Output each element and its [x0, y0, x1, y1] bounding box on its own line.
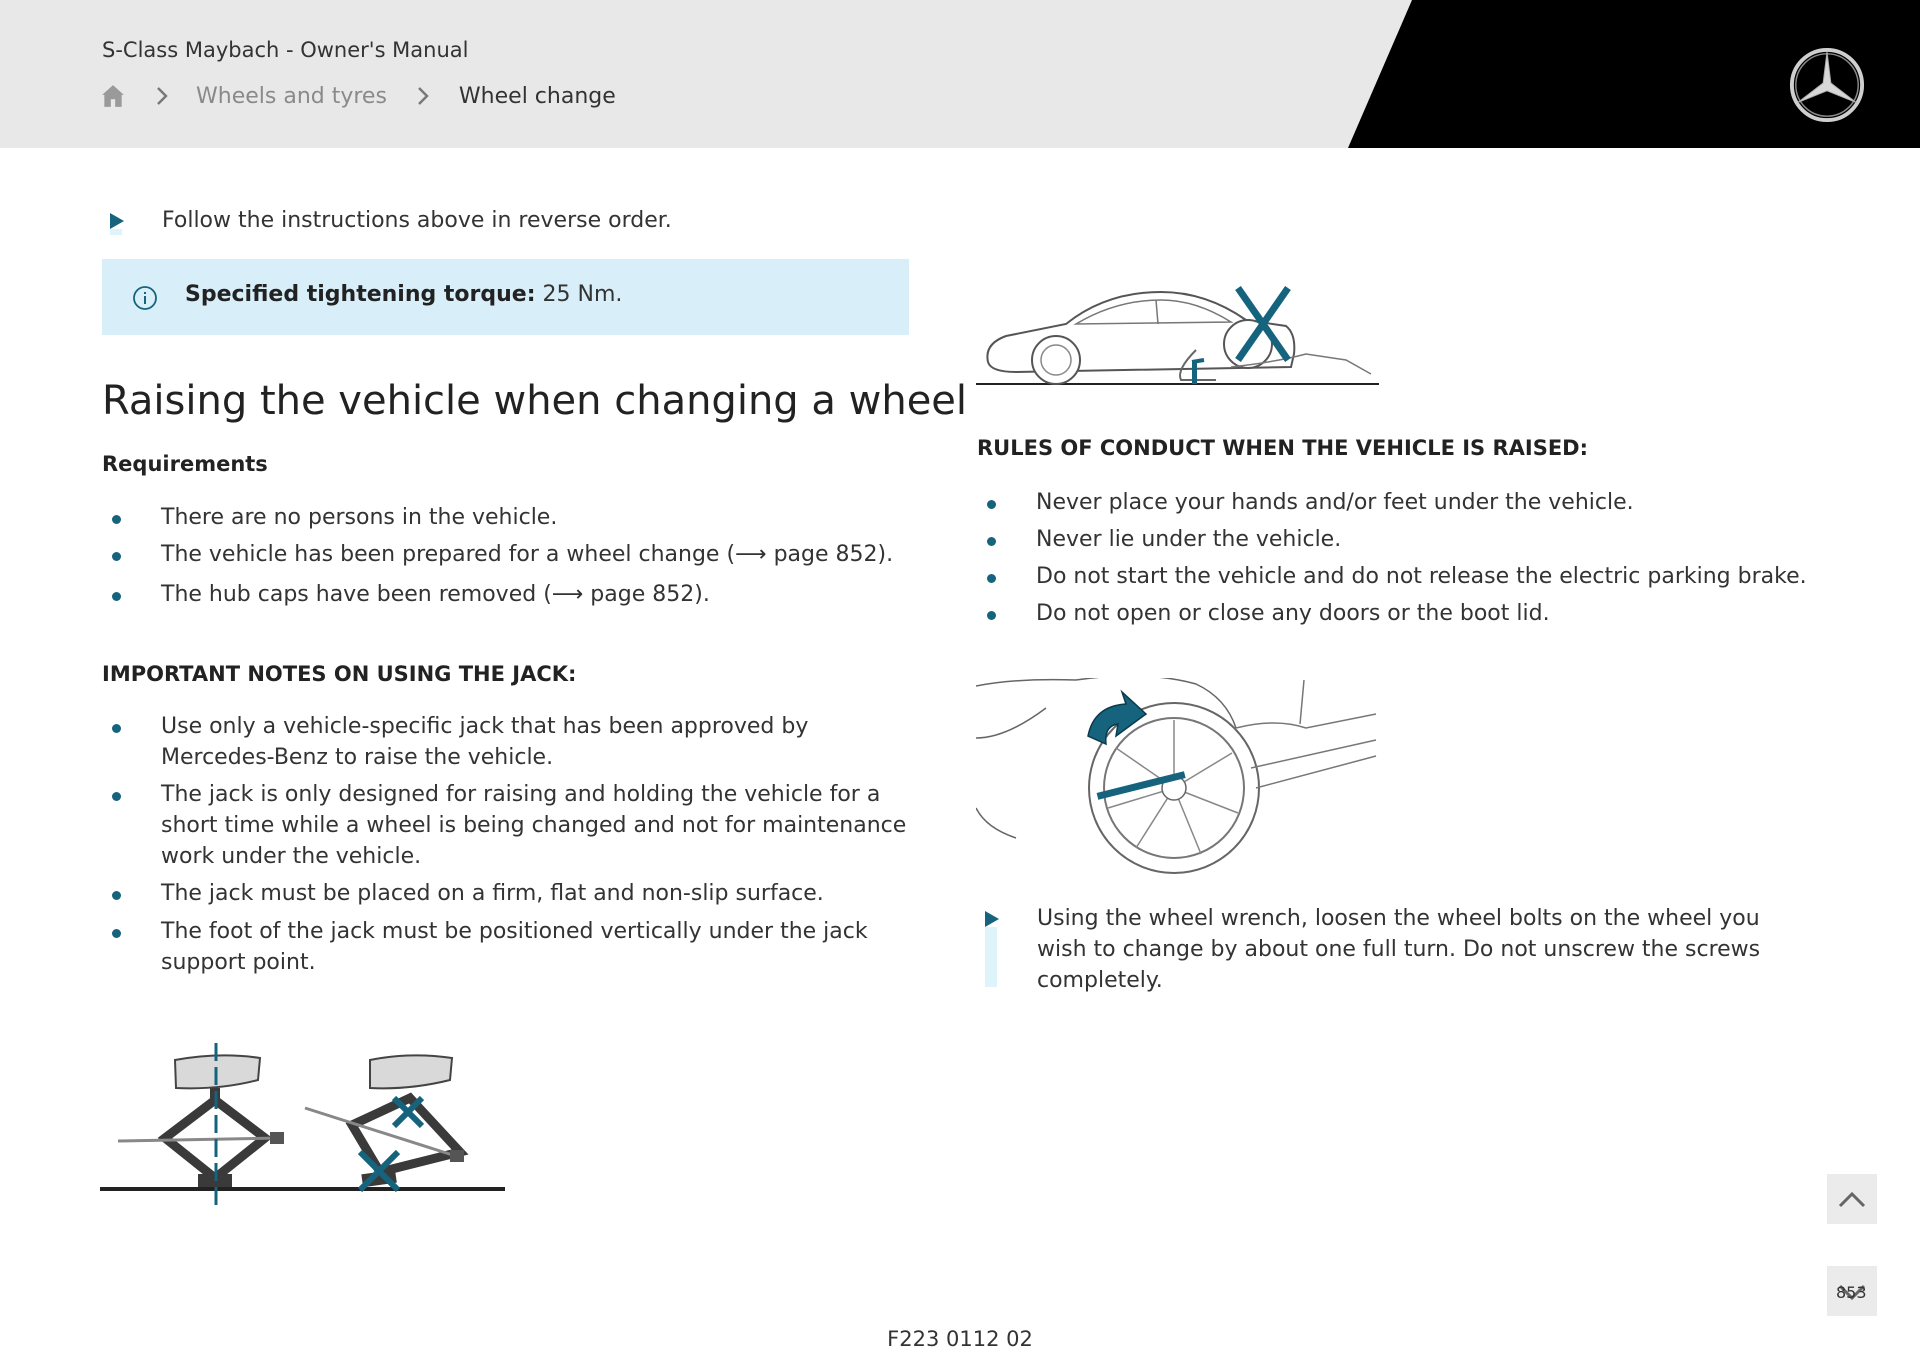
info-text — [185, 282, 622, 307]
list-item: The jack must be placed on a firm, flat and non-slip surface. — [102, 878, 917, 909]
section-heading: Raising the vehicle when changing a wheel — [102, 378, 968, 424]
jack-illustration — [100, 1040, 505, 1210]
wheel-wrench-illustration — [976, 678, 1381, 878]
list-item: There are no persons in the vehicle. — [102, 502, 912, 533]
document-title: S-Class Maybach - Owner's Manual — [102, 38, 469, 62]
list-item: Never lie under the vehicle. — [977, 524, 1867, 555]
info-value: 25 Nm. — [542, 282, 623, 307]
chevron-right-icon — [152, 84, 172, 108]
requirements-list — [102, 502, 912, 610]
info-icon — [132, 285, 158, 311]
list-item: Do not start the vehicle and do not release the electric parking brake. — [977, 561, 1867, 592]
jack-notes-list — [102, 711, 917, 978]
requirements-title: Requirements — [102, 452, 268, 476]
page-number: 853 — [1836, 1283, 1867, 1302]
rules-list — [977, 487, 1867, 629]
list-item: The foot of the jack must be positioned vertically under the jack support point. — [102, 916, 917, 978]
home-icon[interactable] — [100, 83, 126, 109]
list-item: Never place your hands and/or feet under the vehicle. — [977, 487, 1867, 518]
jack-notes-title: IMPORTANT NOTES ON USING THE JACK: — [102, 662, 577, 686]
list-item: Do not open or close any doors or the boot lid. — [977, 598, 1867, 629]
step-bar — [985, 927, 997, 987]
step-bar — [110, 229, 122, 235]
header-black-panel — [0, 0, 1920, 148]
info-box — [102, 259, 909, 335]
mercedes-star-logo[interactable] — [1788, 46, 1866, 124]
step-arrow-icon — [110, 213, 124, 229]
breadcrumb-wheels-and-tyres[interactable]: Wheels and tyres — [196, 83, 387, 109]
car-raised-illustration — [976, 282, 1381, 390]
chevron-up-icon — [1827, 1174, 1877, 1224]
breadcrumb — [100, 80, 616, 112]
rules-title: RULES OF CONDUCT WHEN THE VEHICLE IS RAISED: — [977, 436, 1589, 460]
list-item: Use only a vehicle-specific jack that has been approved by Mercedes-Benz to raise the vehicle. — [102, 711, 917, 773]
step-arrow-icon — [985, 911, 999, 927]
scroll-up-button[interactable] — [1827, 1174, 1877, 1224]
step-loosen-wheel-bolts: Using the wheel wrench, loosen the wheel bolts on the wheel you wish to change by about one full turn. Do not unscrew the screws completely. — [1037, 906, 1761, 993]
info-label: Specified tightening torque: — [185, 282, 536, 307]
step-reverse-order: Follow the instructions above in reverse order. — [162, 208, 672, 233]
chevron-right-icon — [413, 84, 433, 108]
list-item: The hub caps have been removed (⟶ page 852). — [102, 579, 912, 610]
list-item: The vehicle has been prepared for a wheel change (⟶ page 852). — [102, 539, 912, 570]
list-item: The jack is only designed for raising and holding the vehicle for a short time while a wheel is being changed and not for maintenance work under the vehicle. — [102, 779, 917, 872]
figure-code: F223 0112 02 — [887, 1327, 1033, 1351]
breadcrumb-wheel-change: Wheel change — [458, 83, 616, 109]
